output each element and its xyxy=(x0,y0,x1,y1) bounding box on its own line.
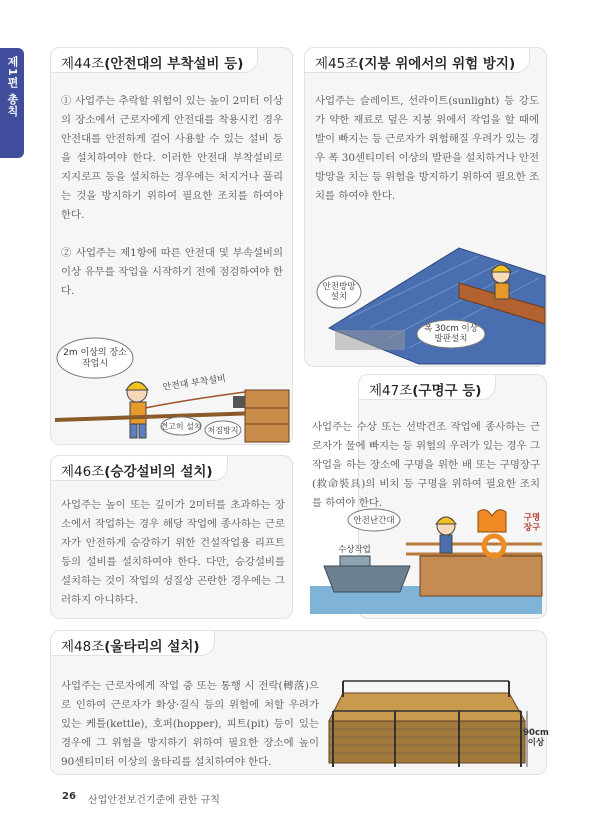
article-46-heading: (승강설비의 설치) xyxy=(104,464,213,480)
article-44-number: 제44조 xyxy=(61,56,105,72)
helmet-icon xyxy=(436,517,456,524)
chapter-side-tab xyxy=(0,48,24,158)
fence-height-label: 90cm 이상 xyxy=(523,728,549,748)
article-46-para-1: 사업주는 높이 또는 깊이가 2미터를 초과하는 장소에서 작업하는 경우 해당 작업에 종사하는 근로자가 안전하게 승강하기 위한 건설작업용 리프트 등의 설비를 설치하여야 한다. 다만, 승강설비를 설치하는 것이 작업의 성질상 곤란한 경우에는 그러하지 아니하다. xyxy=(61,499,285,606)
article-47-title xyxy=(358,374,496,400)
article-44-para-1: ① 사업주는 추락할 위험이 있는 높이 2미터 이상의 장소에서 근로자에게 안전대를 착용시킨 경우 안전대를 안전하게 걸어 사용할 수 있는 설비 등을 설치하여야 한다. 이러한 안전대 부착설비로 지지로프 등을 설치하는 경우에는 처지거나 풀리는 것을 방지하기 위하여 필요한 조치를 하여야 한다. xyxy=(61,95,283,221)
chapter-side-tab-label: 제1편 총칙 xyxy=(6,56,19,118)
article-48-body xyxy=(61,677,319,772)
article-44-illustration xyxy=(55,330,289,442)
article-45-illustration xyxy=(309,238,545,364)
article-45-heading: (지붕 위에서의 위험 방지) xyxy=(358,56,516,72)
bubble-strap-label: 견고히 설치 xyxy=(160,422,202,431)
article-48-number: 제48조 xyxy=(61,639,105,655)
article-46-body xyxy=(61,496,285,610)
article-44-body xyxy=(61,92,283,301)
anchor-device-label: 안전대 부착설비 xyxy=(162,374,227,393)
article-44-para-2: ② 사업주는 제1항에 따른 안전대 및 부속설비의 이상 유무를 작업을 시작하기 전에 점검하여야 한다. xyxy=(61,247,283,297)
article-46-card xyxy=(50,455,293,619)
article-44-title xyxy=(50,47,258,73)
book-title: 산업안전보건기준에 관한 규칙 xyxy=(88,795,220,806)
article-46-number: 제46조 xyxy=(61,464,105,480)
article-48-illustration xyxy=(329,663,549,771)
helmet-icon xyxy=(126,382,148,390)
water-work-label: 수상작업 xyxy=(338,545,371,555)
article-45-title xyxy=(304,47,530,73)
page-number: 26 xyxy=(62,791,76,802)
article-44-card xyxy=(50,47,293,445)
board-install-label: 폭 30cm 이상 발판설치 xyxy=(424,324,478,344)
article-45-number: 제45조 xyxy=(315,56,359,72)
article-48-heading: (울타리의 설치) xyxy=(104,639,200,655)
article-47-number: 제47조 xyxy=(369,383,413,399)
article-45-body xyxy=(315,92,539,206)
bubble-height-label: 2m 이상의 장소 작업시 xyxy=(63,348,127,369)
bubble-sag-label: 처짐방지 xyxy=(207,426,239,435)
life-gear-label: 구명 장구 xyxy=(523,513,541,533)
article-47-para-1: 사업주는 수상 또는 선박건조 작업에 종사하는 근로자가 물에 빠지는 등 위험의 우려가 있는 경우 그 작업을 하는 장소에 구명을 위한 배 또는 구명장구(救命裝具)의 비치 등 구명을 위하여 필요한 조치를 하여야 한다. xyxy=(312,421,540,509)
article-45-para-1: 사업주는 슬레이트, 선라이트(sunlight) 등 강도가 약한 재료로 덮은 지붕 위에서 작업을 할 때에 발이 빠지는 등 근로자가 위험해질 우려가 있는 경우 폭 30센티미터 이상의 발판을 설치하거나 안전방망을 치는 등 위험을 방지하기 위하여 필요한 조치를 하여야 한다. xyxy=(315,95,539,202)
article-48-card xyxy=(50,630,547,775)
article-45-card xyxy=(304,47,547,367)
article-48-para-1: 사업주는 근로자에게 작업 중 또는 통행 시 전락(轉落)으로 인하여 근로자가 화상·질식 등의 위험에 처할 우려가 있는 케틀(kettle), 호퍼(hopper), 피트(pit) 등이 있는 경우에 그 위험을 방지하기 위하여 필요한 장소에 높이 90센티미터 이상의 울타리를 설치하여야 한다. xyxy=(61,680,319,768)
article-46-title xyxy=(50,455,228,481)
article-47-body xyxy=(312,418,540,513)
article-44-heading: (안전대의 부착설비 등) xyxy=(104,56,244,72)
article-47-heading: (구명구 등) xyxy=(412,383,482,399)
safety-rail-label: 안전난간대 xyxy=(353,516,395,526)
net-install-label: 안전방망 설치 xyxy=(322,282,356,302)
article-47-illustration xyxy=(310,506,542,614)
life-jacket-icon xyxy=(478,510,506,532)
article-48-title xyxy=(50,630,215,656)
